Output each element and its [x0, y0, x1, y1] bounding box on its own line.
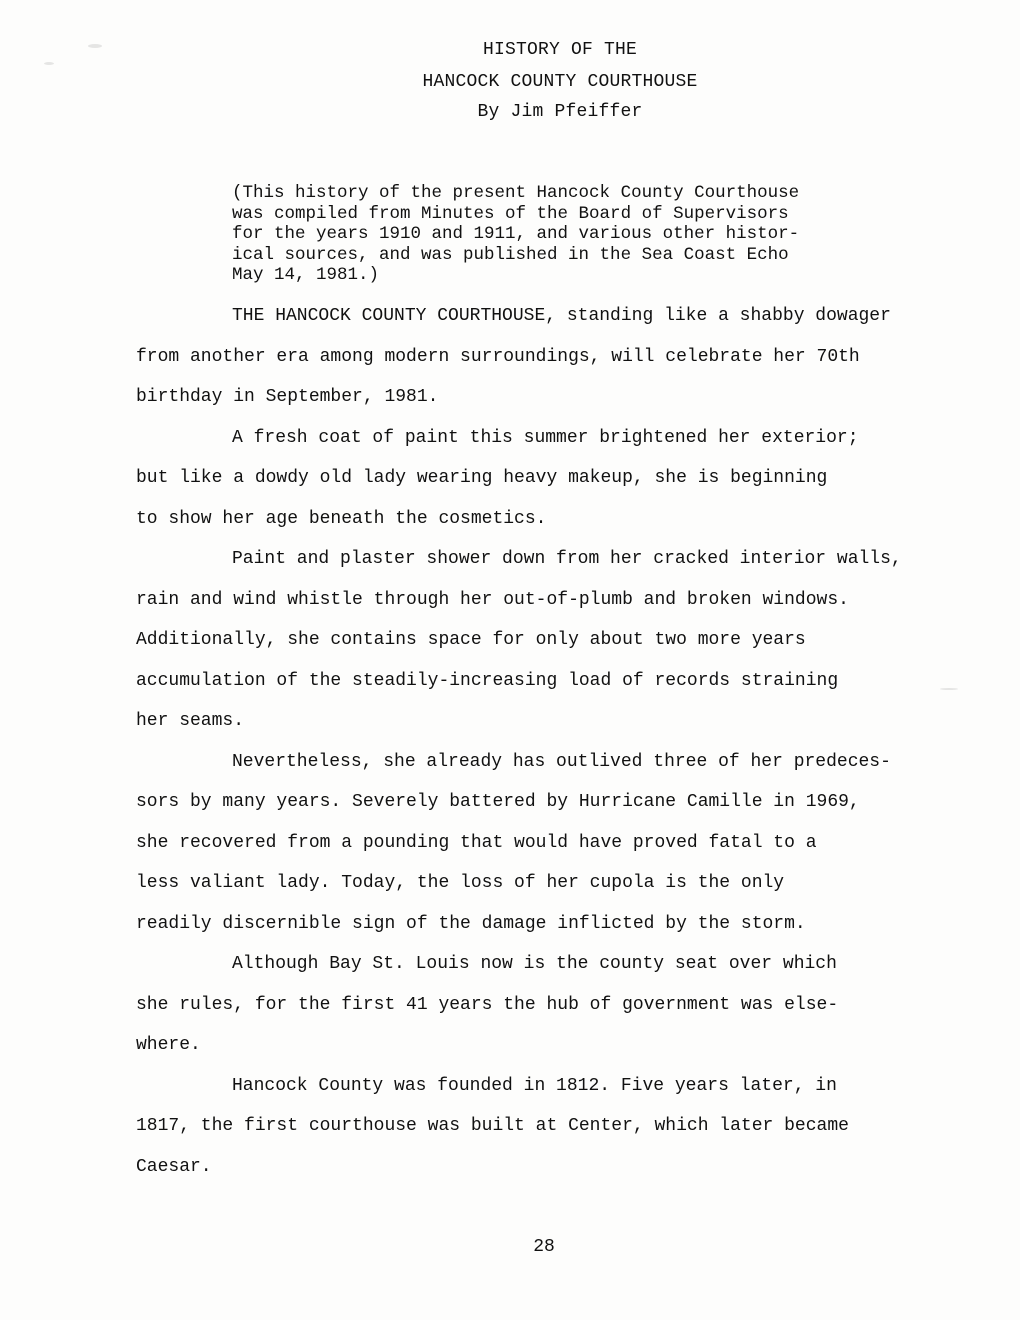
- body-line: where.: [136, 1035, 201, 1055]
- body-line: rain and wind whistle through her out-of-plumb and broken windows.: [136, 590, 849, 610]
- document-byline: By Jim Pfeiffer: [477, 102, 643, 122]
- document-title-line-1: HISTORY OF THE: [482, 40, 638, 60]
- body-line: Hancock County was founded in 1812. Five years later, in: [232, 1076, 837, 1096]
- body-line: Additionally, she contains space for only about two more years: [136, 630, 806, 650]
- body-line: Caesar.: [136, 1157, 212, 1177]
- body-line: she recovered from a pounding that would have proved fatal to a: [136, 833, 817, 853]
- body-line: A fresh coat of paint this summer brightened her exterior;: [232, 428, 859, 448]
- body-line: readily discernible sign of the damage inflicted by the storm.: [136, 914, 806, 934]
- body-line: her seams.: [136, 711, 245, 731]
- body-line: but like a dowdy old lady wearing heavy makeup, she is beginning: [136, 468, 828, 488]
- note-line: (This history of the present Hancock County Courthouse: [232, 183, 800, 203]
- note-line: ical sources, and was published in the Sea Coast Echo: [232, 244, 789, 265]
- body-line: to show her age beneath the cosmetics.: [136, 509, 547, 529]
- editorial-note: [232, 183, 892, 286]
- body-line: less valiant lady. Today, the loss of her cupola is the only: [136, 873, 785, 893]
- body-line: Nevertheless, she already has outlived three of her predeces-: [232, 752, 891, 772]
- body-line: 1817, the first courthouse was built at Center, which later became: [136, 1116, 849, 1136]
- body-line: accumulation of the steadily-increasing load of records straining: [136, 671, 839, 691]
- body-line: she rules, for the first 41 years the hub of government was else-: [136, 995, 839, 1015]
- scan-smudge-mark: [44, 62, 54, 65]
- body-line: Although Bay St. Louis now is the county seat over which: [232, 954, 837, 974]
- scan-smudge-mark: [940, 688, 958, 690]
- body-line: sors by many years. Severely battered by Hurricane Camille in 1969,: [136, 792, 860, 812]
- page-number: 28: [533, 1237, 555, 1257]
- note-line: for the years 1910 and 1911, and various other histor-: [232, 224, 800, 244]
- body-line: Paint and plaster shower down from her cracked interior walls,: [232, 549, 902, 569]
- note-line: May 14, 1981.): [232, 265, 380, 285]
- document-title-line-2: HANCOCK COUNTY COURTHOUSE: [422, 72, 698, 92]
- note-line: was compiled from Minutes of the Board of Supervisors: [232, 203, 789, 224]
- body-line: THE HANCOCK COUNTY COURTHOUSE, standing like a shabby dowager: [232, 306, 891, 326]
- body-line: from another era among modern surroundings, will celebrate her 70th: [136, 347, 860, 367]
- body-line: birthday in September, 1981.: [136, 387, 439, 407]
